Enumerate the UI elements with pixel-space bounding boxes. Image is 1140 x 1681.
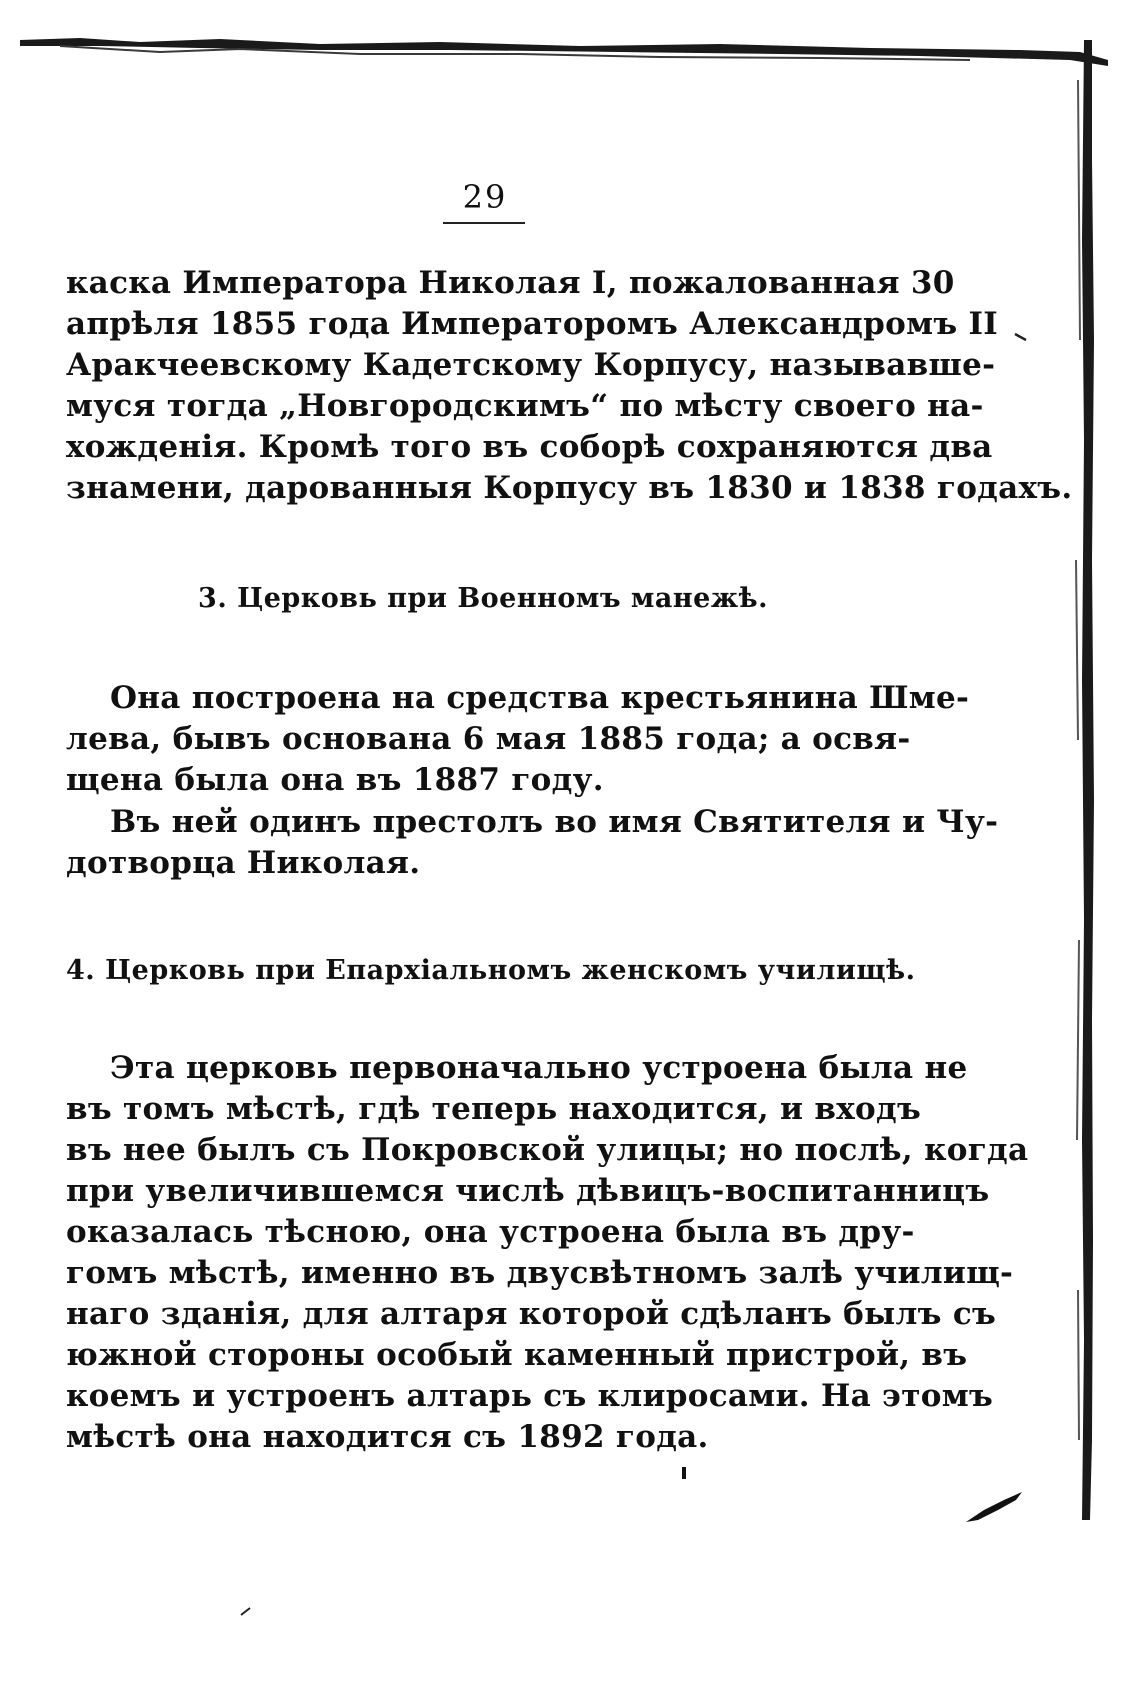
paragraph (66, 1048, 1029, 1458)
scan-border-top (20, 30, 1110, 70)
text-line: щена была она въ 1887 году. (66, 762, 604, 798)
text-line: дотворца Николая. (66, 845, 421, 881)
text-line: въ нее былъ съ Покровской улицы; но послѣ, когда (66, 1132, 1029, 1168)
text-line: южной стороны особый каменный пристрой, въ (66, 1337, 968, 1373)
text-line: оказалась тѣсною, она устроена была въ дру- (66, 1214, 915, 1250)
text-line: муся тогда „Новгородскимъ“ по мѣсту своего на- (66, 388, 984, 424)
text-line: наго зданія, для алтаря которой сдѣланъ былъ съ (66, 1296, 997, 1332)
text-line: Она построена на средства крестьянина Шме- (110, 680, 970, 716)
text-line: Въ ней одинъ престолъ во имя Святителя и Чу- (110, 804, 999, 840)
page-number: 29 (462, 178, 508, 216)
text-line: при увеличившемся числѣ дѣвицъ-воспитанницъ (66, 1173, 990, 1209)
section-heading: 4. Церковь при Епархіальномъ женскомъ училищѣ. (66, 955, 916, 986)
ink-speck (240, 1606, 252, 1616)
ink-speck (680, 1466, 688, 1480)
paragraph-continuation (66, 263, 1073, 509)
text-line: хожденія. Кромѣ того въ соборѣ сохраняются два (66, 429, 993, 465)
ink-smudge (964, 1490, 1024, 1526)
scan-border-right (1070, 40, 1110, 1520)
text-line: мѣстѣ она находится съ 1892 года. (66, 1419, 709, 1455)
ink-speck (1014, 332, 1028, 342)
section-heading: 3. Церковь при Военномъ манежѣ. (198, 583, 768, 614)
text-line: Аракчеевскому Кадетскому Корпусу, называвше- (66, 347, 996, 383)
paragraph (66, 802, 999, 884)
page-number-rule (443, 222, 525, 224)
paragraph (66, 678, 970, 801)
text-line: апрѣля 1855 года Императоромъ Александромъ II (66, 306, 999, 342)
text-line: каска Императора Николая I, пожалованная 30 (66, 265, 955, 301)
text-line: знамени, дарованныя Корпусу въ 1830 и 1838 годахъ. (66, 470, 1073, 506)
text-line: въ томъ мѣстѣ, гдѣ теперь находится, и входъ (66, 1091, 922, 1127)
text-line: лева, бывъ основана 6 мая 1885 года; а освя- (66, 721, 911, 757)
text-line: Эта церковь первоначально устроена была не (110, 1050, 968, 1086)
text-line: гомъ мѣстѣ, именно въ двусвѣтномъ залѣ училищ- (66, 1255, 1014, 1291)
text-line: коемъ и устроенъ алтарь съ клиросами. На этомъ (66, 1378, 994, 1414)
